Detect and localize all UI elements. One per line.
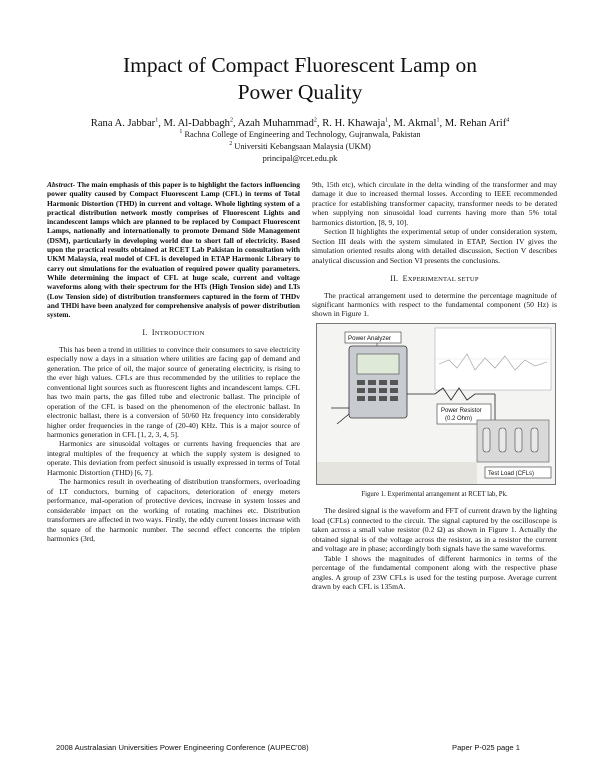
author-affil-sup: 1 bbox=[385, 117, 389, 124]
author-list: Rana A. Jabbar$^1$, M. Al-Dabbagh$^2$, Azah Muhammad$^2$, R. H. Khawaja$^1$, M. Akmal$^1$, M. Rehan Arif$^4$ bbox=[90, 117, 510, 129]
figure-1-caption: Figure 1. Experimental arrangement at RCET lab, Pk. bbox=[361, 490, 508, 498]
cfl-lamp bbox=[515, 428, 522, 452]
setup-paragraph-1: The practical arrangement used to determine the percentage magnitude of significant harmonics with respect to the fundamental component (50 Hz) is shown in Figure 1. bbox=[312, 290, 557, 319]
intro-paragraph-continued: 9th, 15th etc), which circulate in the delta winding of the transformer and may damage it due to increased thermal losses. According to IEEE recommended practice for establishing transformer capacity, transformer needs to be derated when supplying non sinusoidal load currents having more than 5% total harmonics distortion, [8, 9, 10]. bbox=[312, 180, 557, 227]
author-name: Azah Muhammad bbox=[237, 118, 314, 129]
resistor-label-line-2: (0.2 Ohm) bbox=[445, 415, 473, 422]
intro-paragraph-outline: Section II highlights the experimental setup of under consideration system, Section III deals with the system simulated in ETAP, Section IV gives the simulation oriented results along with detailed discussion, Section V describes analytical discussion and Section VI presents the conclusions. bbox=[312, 227, 557, 265]
affiliation-sup: 2 bbox=[229, 141, 233, 148]
title-line-1: Impact of Compact Fluorescent Lamp on bbox=[122, 53, 478, 77]
abstract-text: The main emphasis of this paper is to highlight the factors influencing power quality caused by Compact Fluorescent Lamp (CFL) in terms of Total Harmonic Distortion (THD) in current and voltage. Whole lighting system of a practical distribution network mostly comprises of Fluorescent Lights and incandescent lamps which are planned to be replaced by Compact Fluorescent Lamps, nationally and internationally to promote Demand Side Management (DSM), particularly in developing world due to short fall of electricity. Based upon the practical results obtained at RCET Lab Pakistan in consultation with UKM Malaysia, real model of CFL is developed in ETAP Harmonic Library to carry out simulations for the evaluation of required power quality parameters. While determining the impact of CFL at huge scale, current and voltage waveforms along with their spectrum for the HTs (High Tension side) and LTs (Low Tension side) of distribution transformers captured in the form of THDv and THDi have been analyzed for comprehensive analysis of power distribution system. bbox=[47, 180, 300, 320]
title-line-2: Power Quality bbox=[237, 80, 363, 104]
setup-paragraph-2: The desired signal is the waveform and FFT of current drawn by the lighting load (CFLs) connected to the circuit. The signal captured by the oscilloscope is taken across a small value resistor (0.2 Ω) as shown in Figure 1. Actually the obtained signal is of the voltage across the resistor, as in a resistor the current and voltage are in phase; accordingly both signals have the same waveforms. bbox=[312, 506, 557, 554]
author-name: M. Al-Dabbagh bbox=[163, 118, 230, 129]
section-heading-introduction bbox=[47, 328, 300, 338]
cfl-lamp bbox=[483, 428, 490, 452]
author-affil-sup: 1 bbox=[436, 117, 440, 124]
author-name: R. H. Khawaja bbox=[322, 118, 386, 129]
abstract-label: Abstract- bbox=[47, 180, 76, 189]
power-analyzer-display bbox=[357, 354, 399, 374]
bench-edge bbox=[317, 462, 477, 484]
intro-paragraph-1: This has been a trend in utilities to convince their consumers to save electricity especially now a days in a situation where utilities are facing gap of demand and generation. The price of oil, the major source of generating electricity, is rising to the ever high values. CFLs are thus recommended by the utilities to replace the conventional light sources such as fluorescent lights and incandescent lamps. CFL has two main parts, the gas filled tube and electronic ballast. The principle of operation of the CFL is based on the phenomenon of the electronic ballast. In electronic ballast, there is a conversion of 50/60 Hz frequency into considerably higher order frequencies in the range of (20-40) KHz. This is a major source of harmonics generation in CFL [1, 2, 3, 4, 5]. bbox=[47, 344, 300, 439]
setup-paragraph-3: Table I shows the magnitudes of different harmonics in terms of the percentage of the fundamental component along with the respective phase angles. A group of 23W CFLs is used for the testing purpose. Average current drawn by each CFL is 135mA. bbox=[312, 553, 557, 591]
section-initial: E bbox=[402, 274, 408, 284]
affiliation-1 bbox=[40, 130, 560, 140]
cfl-lamp-bank bbox=[477, 420, 549, 462]
affiliation-2 bbox=[40, 142, 560, 152]
section-title-rest: NTRODUCTION bbox=[154, 330, 205, 338]
section-title-rest: XPERIMENTAL SETUP bbox=[407, 276, 479, 284]
affiliation-sup: 1 bbox=[179, 129, 183, 136]
cfl-label: Test Load (CFLs) bbox=[488, 470, 535, 477]
footer-page-number: Paper P-025 page 1 bbox=[452, 743, 520, 752]
intro-paragraph-2: Harmonics are sinusoidal voltages or currents having frequencies that are integral multiples of the frequency at which the supply system is designed to operate. This deviation from perfect sinusoid is usually expressed in terms of Total Harmonic Distortion (THD) [6, 7]. bbox=[47, 439, 300, 477]
paper-title bbox=[60, 52, 540, 106]
resistor-label-line-1: Power Resistor bbox=[441, 407, 482, 414]
footer-conference: 2008 Australasian Universities Power Engineering Conference (AUPEC'08) bbox=[56, 743, 309, 752]
right-column bbox=[312, 180, 557, 591]
author-affil-sup: 2 bbox=[313, 117, 317, 124]
affiliation-text: Universiti Kebangsaan Malaysia (UKM) bbox=[234, 142, 371, 151]
cfl-lamp bbox=[531, 428, 538, 452]
author-email: principal@rcet.edu.pk bbox=[262, 154, 338, 163]
figure-1-photo bbox=[316, 323, 556, 485]
affiliation-text: Rachna College of Engineering and Technology, Gujranwala, Pakistan bbox=[184, 130, 421, 139]
left-column bbox=[47, 180, 300, 543]
meter-label: Power Analyzer bbox=[348, 334, 391, 342]
section-initial: I bbox=[151, 328, 155, 338]
experimental-setup-illustration bbox=[317, 324, 555, 484]
author-name: M. Rehan Arif bbox=[444, 118, 507, 129]
author-affil-sup: 2 bbox=[229, 117, 233, 124]
section-number: I. bbox=[142, 328, 148, 338]
cfl-lamp bbox=[499, 428, 506, 452]
author-name: M. Akmal bbox=[393, 118, 437, 129]
section-number: II. bbox=[390, 274, 399, 284]
intro-paragraph-3: The harmonics result in overheating of distribution transformers, overloading of LT conductors, burning of capacitors, deterioration of energy meters performance, mal-operation of protective devices, increase in system losses and considerable impact on the working of rotating machines etc. Distribution transformers are affected in two ways. Firstly, the eddy current losses increase with the square of the harmonic number. The second effect concerns the triplen harmonics (3rd, bbox=[47, 477, 300, 543]
author-affil-sup: 1 bbox=[155, 117, 159, 124]
section-heading-experimental-setup bbox=[312, 274, 557, 284]
abstract bbox=[47, 180, 300, 319]
author-affil-sup: 4 bbox=[506, 117, 510, 124]
author-name: Rana A. Jabbar bbox=[90, 118, 156, 129]
